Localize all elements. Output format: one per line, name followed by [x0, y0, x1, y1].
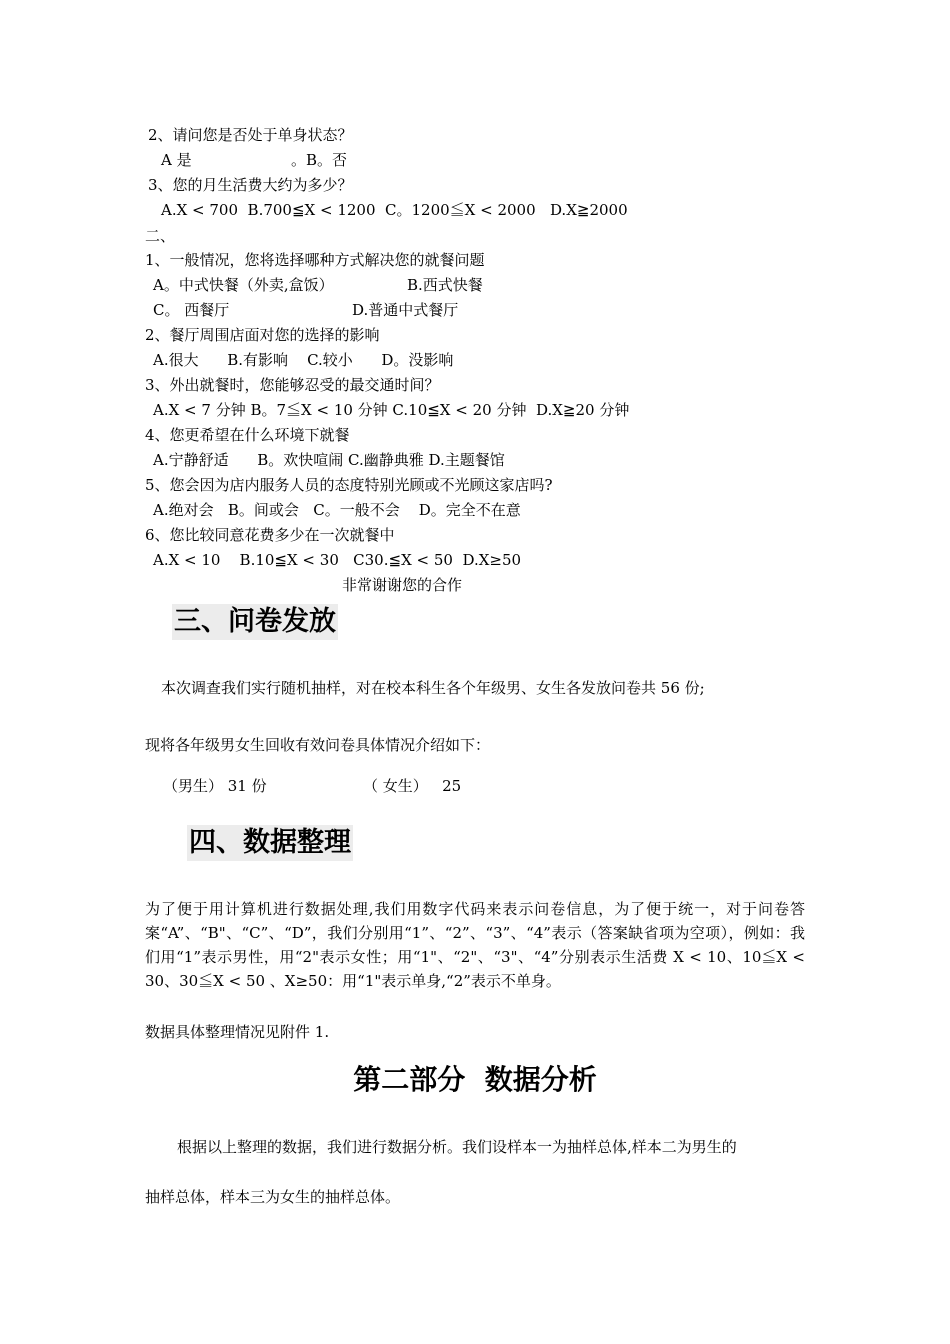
option-b: B.西式快餐 — [407, 276, 483, 294]
female-count: （ 女生） 25 — [363, 777, 462, 795]
male-count: （男生） 31 份 — [163, 777, 267, 795]
section-title-data-organization: 四、数据整理 — [187, 825, 353, 861]
analysis-paragraph-line1: 根据以上整理的数据，我们进行数据分析。我们设样本一为抽样总体,样本二为男生的 — [177, 1138, 737, 1156]
distribution-intro: 现将各年级男女生回收有效问卷具体情况介绍如下： — [145, 736, 491, 754]
question-dining-method: 1、一般情况，您将选择哪种方式解决您的就餐问题 — [145, 251, 485, 269]
distribution-text: 本次调查我们实行随机抽样，对在校本科生各个年级男、女生各发放问卷共 56 份; — [161, 679, 705, 697]
data-organization-paragraph: 为了便于用计算机进行数据处理,我们用数字代码来表示问卷信息，为了便于统一，对于问卷答案“A”、“B"、“C”、“D”，我们分别用“1”、“2”、“3”、“4”表示（答案缺省项为空项），例如：我们用“1”表示男性，用“2"表示女性；用“1"、“2"、“3"、“4”分别表示生活费 X < 10、10≦X < 30、30≦X < 50 、X≥50：用“1"表示单身,“2”表示不单身。 — [145, 900, 805, 990]
option-c: C。 西餐厅 — [153, 301, 230, 319]
options-surrounding-influence: A.很大 B.有影响 C.较小 D。没影响 — [153, 351, 454, 369]
part-two-title: 第二部分 数据分析 — [353, 1063, 597, 1096]
question-surrounding-influence: 2、餐厅周围店面对您的选择的影响 — [145, 326, 380, 344]
analysis-paragraph-line2: 抽样总体，样本三为女生的抽样总体。 — [145, 1188, 401, 1206]
thanks-text: 非常谢谢您的合作 — [342, 576, 463, 594]
options-service-attitude: A.绝对会 B。间或会 C。一般不会 D。完全不在意 — [153, 501, 521, 519]
question-environment: 4、您更希望在什么环境下就餐 — [145, 426, 350, 444]
options-living-expense: A.X < 700 B.700≦X < 1200 C。1200≦X < 2000 D.X≧2000 — [161, 201, 628, 219]
question-service-attitude: 5、您会因为店内服务人员的态度特别光顾或不光顾这家店吗? — [145, 476, 553, 494]
appendix-note: 数据具体整理情况见附件 1. — [145, 1023, 330, 1041]
option-a: A 是 — [161, 151, 192, 169]
question-single-status: 2、请问您是否处于单身状态？ — [148, 126, 353, 144]
option-a: A。中式快餐（外卖,盒饭） — [153, 276, 334, 294]
question-living-expense: 3、您的月生活费大约为多少？ — [148, 176, 353, 194]
question-spending: 6、您比较同意花费多少在一次就餐中 — [145, 526, 395, 544]
options-travel-time: A.X < 7 分钟 B。7≦X < 10 分钟 C.10≦X < 20 分钟 D.X≧20 分钟 — [153, 401, 630, 419]
option-b: 。B。否 — [291, 151, 348, 169]
option-d: D.普通中式餐厅 — [352, 301, 459, 319]
options-environment: A.宁静舒适 B。欢快喧闹 C.幽静典雅 D.主题餐馆 — [153, 451, 505, 469]
section-title-distribution: 三、问卷发放 — [172, 604, 338, 640]
section-heading-2: 二、 — [145, 227, 176, 245]
question-travel-time: 3、外出就餐时，您能够忍受的最交通时间？ — [145, 376, 440, 394]
options-spending: A.X < 10 B.10≦X < 30 C30.≦X < 50 D.X≥50 — [153, 551, 522, 569]
